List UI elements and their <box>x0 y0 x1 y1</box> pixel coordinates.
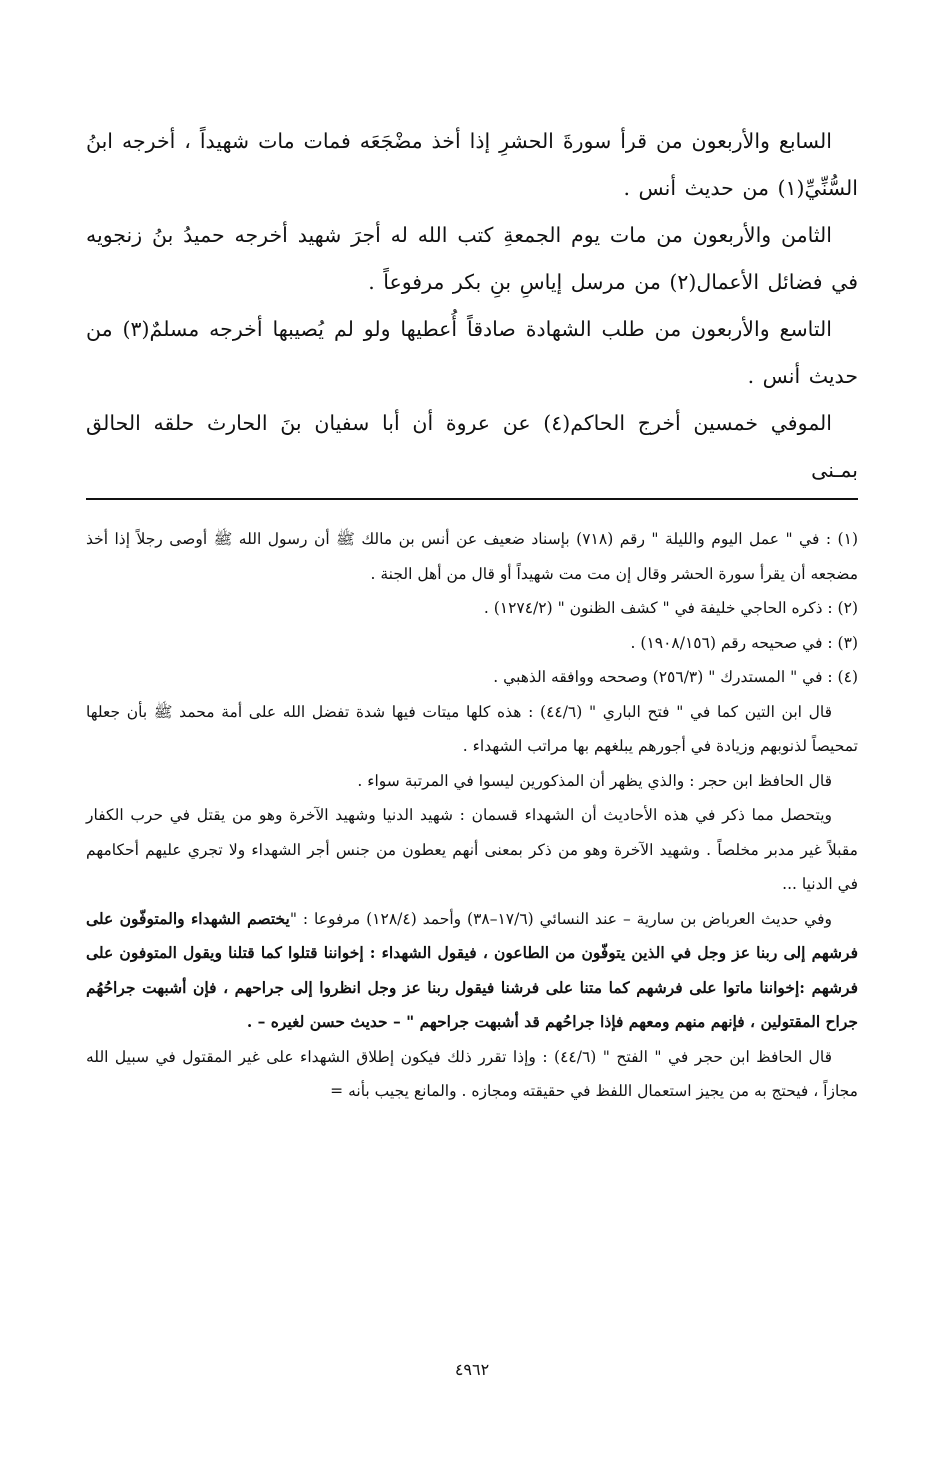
hadith-text-bold: يختصم الشهداء والمتوفّون على فرشهم إلى ربنا عز وجل في الذين يتوفّون من الطاعون ، فيقول الشهداء : إخواننا قتلوا كما قتلنا ويقول المتوفون على فرشهم :إخواننا ماتوا على فرشهم كما متنا على فرشنا فيقول ربنا عز وجل انظروا إلى جراحهم ، فإن أشبهت جراحُهُم جراح المقتولين ، فإنهم منهم ومعهم فإذا جراحُهم قد أشبهت جراحهم " – حديث حسن لغيره – . <box>86 908 858 1031</box>
footnote-2: (٢) : ذكره الحاجي خليفة في " كشف الظنون " (١٢٧٤/٢) . <box>483 599 858 617</box>
page-number: ٤٩٦٢ <box>454 1360 490 1379</box>
commentary-ibn-al-tin: قال ابن التين كما في " فتح الباري " (٤٤/٦) : هذه كلها ميتات فيها شدة تفضل الله على أمة محمد ﷺ بأن جعلها تمحيصاً لذنوبهم وزيادة في أجورهم يبلغهم بها مراتب الشهداء . <box>86 702 858 755</box>
main-paragraph-47: السابع والأربعون من قرأ سورةَ الحشرِ إذا أخذ مضْجَعَه فمات مات شهيداً ، أخرجه ابنُ السُّنِّيِّ(١) من حديث أنس . <box>86 129 858 200</box>
footnote-3: (٣) : في صحيحه رقم (١٩٠٨/١٥٦) . <box>630 633 858 652</box>
footnote-divider <box>86 498 858 500</box>
main-text-block <box>86 118 858 494</box>
main-paragraph-49: التاسع والأربعون من طلب الشهادة صادقاً أُعطيها ولو لم يُصيبها أخرجه مسلمٌ(٣) من حديث أنس . <box>86 317 858 388</box>
summary-paragraph: ويتحصل مما ذكر في هذه الأحاديث أن الشهداء قسمان : شهيد الدنيا وشهيد الآخرة وهو من يقتل في حرب الكفار مقبلاً غير مدبر مخلصاً . وشهيد الآخرة وهو من ذكر بمعنى أنهم يعطون من جنس أجر الشهداء ولا تجري عليهم أحكامهم في الدنيا ... <box>86 806 858 893</box>
hadith-intro: وفي حديث العرباض بن سارية – عند النسائي (١٧/٦–٣٨) وأحمد (١٢٨/٤) مرفوعا : " <box>289 909 832 928</box>
footnotes-block <box>86 522 858 1109</box>
main-paragraph-50: الموفي خمسين أخرج الحاكم(٤) عن عروة أن أبا سفيان بنَ الحارث حلقه الحالق بمـنى <box>86 411 858 482</box>
closing-paragraph: قال الحافظ ابن حجر في " الفتح " (٤٤/٦) : وإذا تقرر ذلك فيكون إطلاق الشهداء على غير المقتول في سبيل الله مجازاً ، فيحتج به من يجيز استعمال اللفظ في حقيقته ومجازه . والمانع يجيب بأنه = <box>86 1047 858 1100</box>
commentary-ibn-hajar: قال الحافظ ابن حجر : والذي يظهر أن المذكورين ليسوا في المرتبة سواء . <box>357 771 832 790</box>
footnote-4: (٤) : في " المستدرك " (٢٥٦/٣) وصححه ووافقه الذهبي . <box>493 668 858 686</box>
main-paragraph-48: الثامن والأربعون من مات يوم الجمعةِ كتب الله له أجرَ شهيد أخرجه حميدُ بنُ زنجويه في فضائل الأعمال(٢) من مرسل إياسِ بنِ بكر مرفوعاً . <box>86 223 858 294</box>
hadith-paragraph <box>86 902 858 1040</box>
footnote-1: (١) : في " عمل اليوم والليلة " رقم (٧١٨) بإسناد ضعيف عن أنس بن مالك ﷺ أن رسول الله ﷺ أوصى رجلاً إذا أخذ مضجعه أن يقرأ سورة الحشر وقال إن مت مت شهيداً أو قال من أهل الجنة . <box>86 530 858 583</box>
